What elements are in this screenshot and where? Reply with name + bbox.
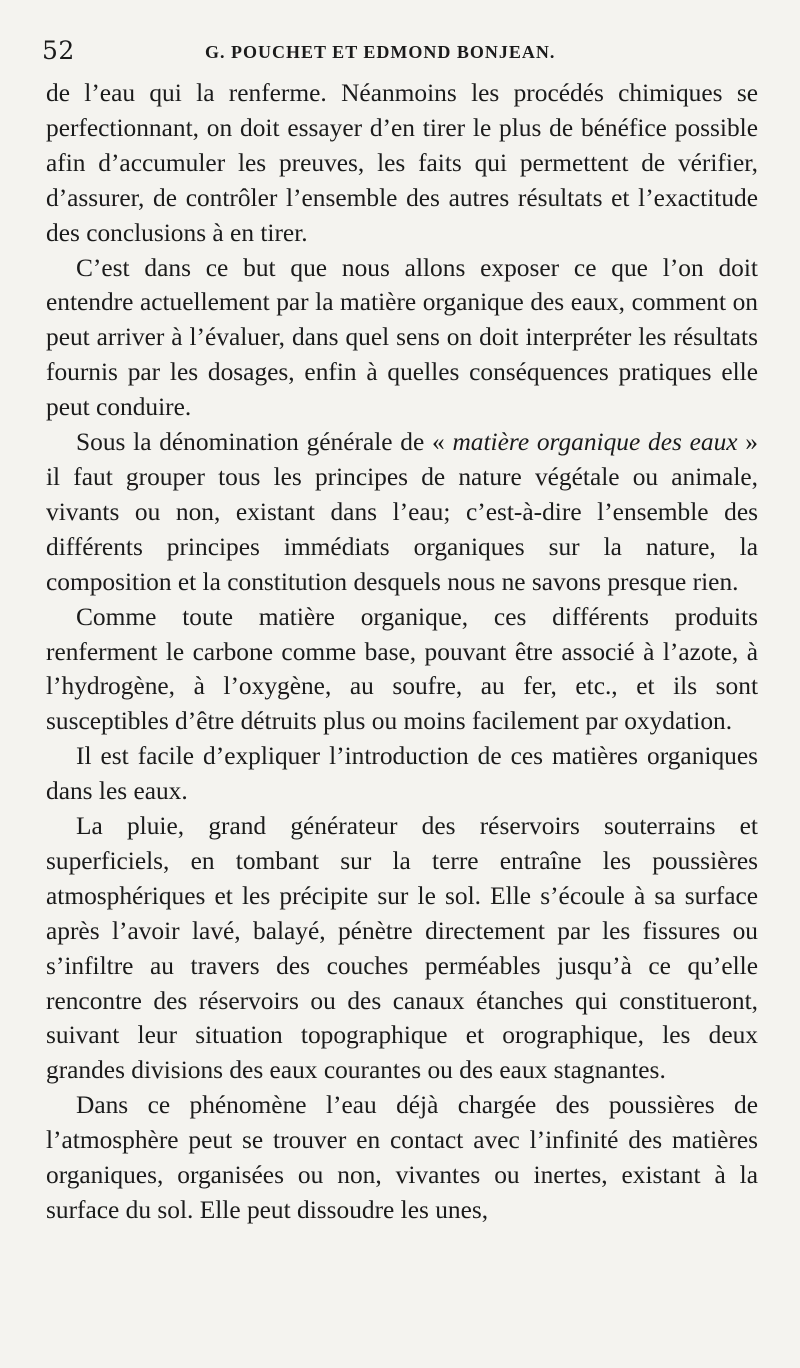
body-text bbox=[46, 76, 758, 1228]
paragraph-text: de l’eau qui la renferme. Néanmoins les procédés chimiques se perfectionnant, on doit essayer d’en tirer le plus de bénéfice possible afin d’accumuler les preuves, les faits qui permettent de vérifier, d’assurer, de contrôler l’ensemble des autres résultats et l’exactitude des conclusions à en tirer. bbox=[46, 79, 758, 247]
paragraph bbox=[46, 600, 758, 740]
paragraph bbox=[46, 809, 758, 1088]
paragraph-text: Il est facile d’expliquer l’introduction de ces matières organiques dans les eaux. bbox=[46, 742, 758, 806]
paragraph bbox=[46, 739, 758, 809]
italic-term: matière organique des eaux bbox=[452, 428, 738, 457]
paragraph-text: » il faut grouper tous les principes de nature végétale ou animale, vivants ou non, existant dans l’eau; c’est-à-dire l’ensemble des différents principes immédiats organiques sur la nature, la composition et la constitution desquels nous ne savons presque rien. bbox=[46, 428, 758, 596]
page-header bbox=[42, 36, 758, 66]
paragraph-text: Comme toute matière organique, ces différents produits renferment le carbone comme base, pouvant être associé à l’azote, à l’hydrogène, à l’oxygène, au soufre, au fer, etc., et ils sont susceptibles d’être détruits plus ou moins facilement par oxydation. bbox=[46, 602, 758, 736]
paragraph-text: C’est dans ce but que nous allons exposer ce que l’on doit entendre actuellement par la matière organique des eaux, comment on peut arriver à l’évaluer, dans quel sens on doit interpréter les résultats fournis par les dosages, enfin à quelles conséquences pratiques elle peut conduire. bbox=[46, 253, 758, 422]
paragraph-text: La pluie, grand générateur des réservoirs souterrains et superficiels, en tombant sur la terre entraîne les poussières atmosphériques et les précipite sur le sol. Elle s’écoule à sa surface après l’avoir lavé, balayé, pénètre directement par les fissures ou s’infiltre au travers des couches perméables jusqu’à ce qu’elle rencontre des réservoirs ou des canaux étanches qui constitueront, suivant leur situation topographique et orographique, les deux grandes divisions des eaux courantes ou des eaux stagnantes. bbox=[46, 812, 758, 1085]
paragraph-text: Sous la dénomination générale de « bbox=[76, 428, 453, 457]
paragraph-text: Dans ce phénomène l’eau déjà chargée des poussières de l’atmosphère peut se trouver en contact avec l’infinité des matières organiques, organisées ou non, vivantes ou inertes, existant à la surface du sol. Elle peut dissoudre les unes, bbox=[46, 1091, 758, 1224]
paragraph bbox=[46, 251, 758, 426]
running-head: G. POUCHET ET EDMOND BONJEAN. bbox=[205, 42, 556, 62]
paragraph bbox=[46, 76, 758, 251]
paragraph bbox=[46, 425, 758, 600]
page-number: 52 bbox=[42, 36, 75, 65]
paragraph bbox=[46, 1088, 758, 1228]
